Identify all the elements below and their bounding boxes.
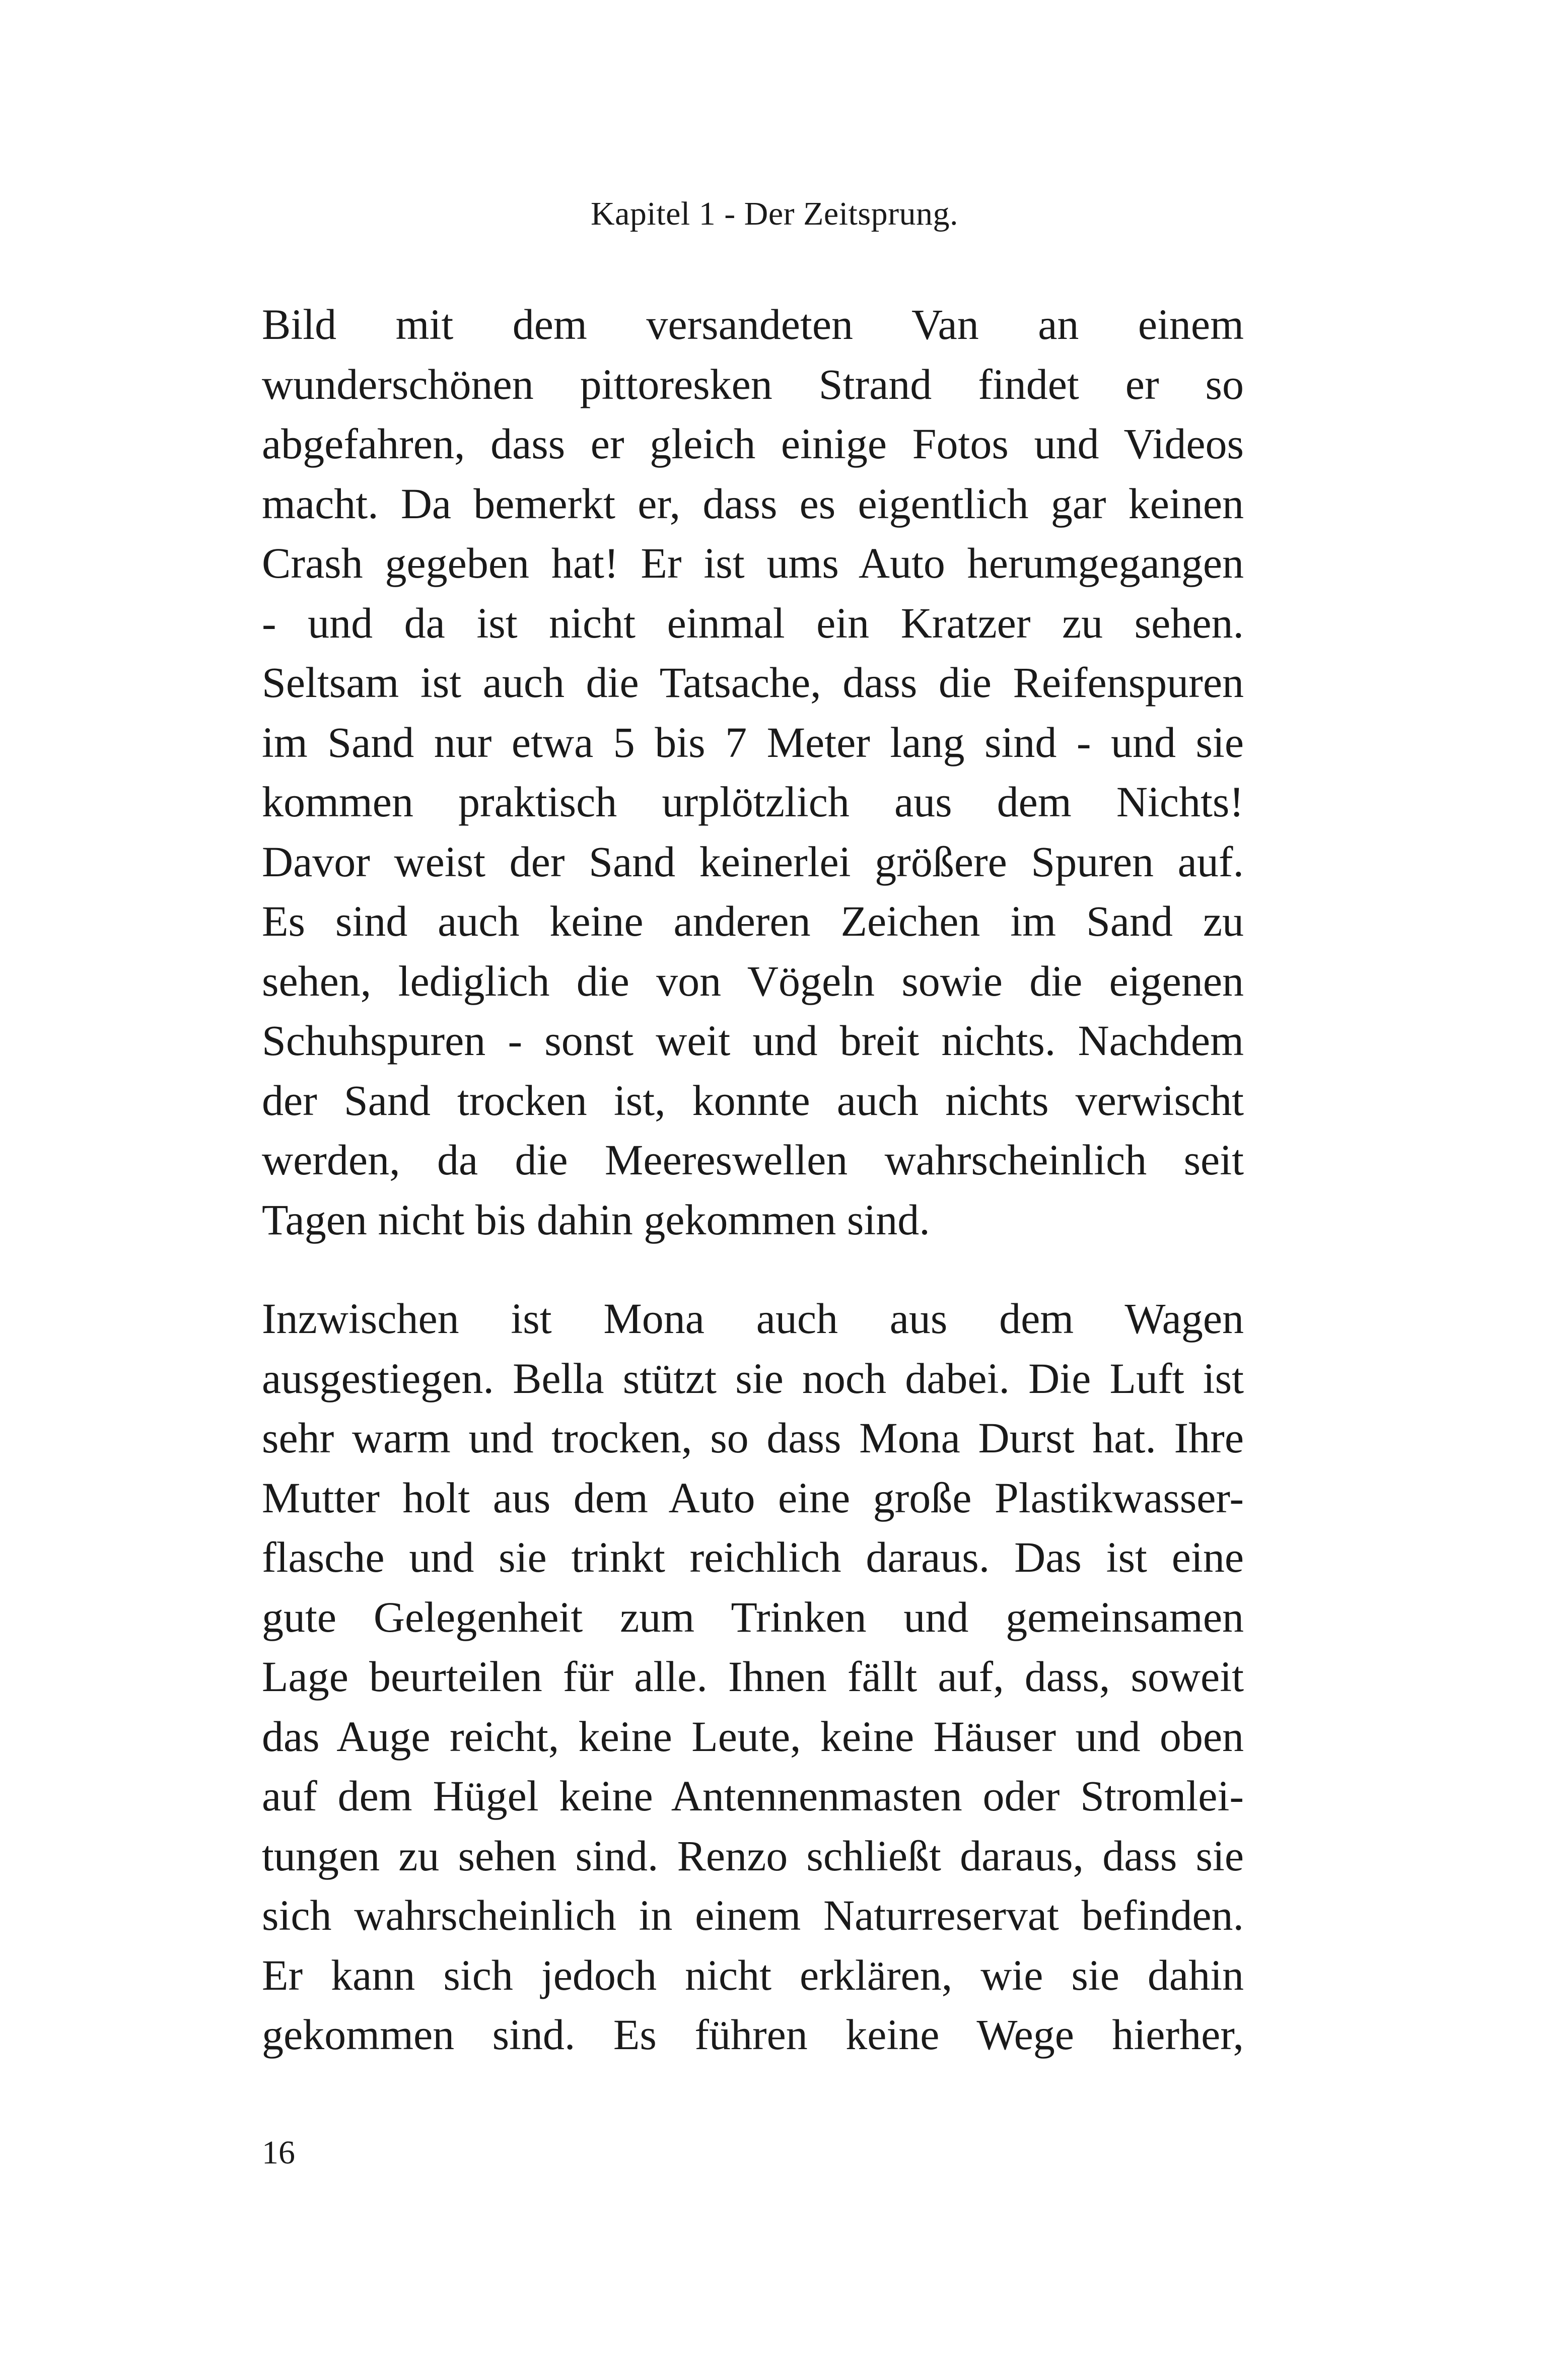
text-line: der Sand trocken ist, konnte auch nichts verwischt xyxy=(262,1076,1244,1125)
text-line: flasche und sie trinkt reichlich daraus. Das ist eine xyxy=(262,1533,1244,1581)
text-line: gekommen sind. Es führen keine Wege hierher, xyxy=(262,2010,1244,2059)
text-line: Mutter holt aus dem Auto eine große Plastikwasser- xyxy=(262,1473,1244,1522)
text-line: macht. Da bemerkt er, dass es eigentlich gar keinen xyxy=(262,479,1244,528)
text-line: gute Gelegenheit zum Trinken und gemeinsamen xyxy=(262,1592,1244,1641)
paragraph-1 xyxy=(262,295,1244,1249)
page-number: 16 xyxy=(262,2134,295,2171)
text-line: das Auge reicht, keine Leute, keine Häuser und oben xyxy=(262,1712,1244,1761)
text-line: Davor weist der Sand keinerlei größere Spuren auf. xyxy=(262,837,1244,886)
text-line: sehen, lediglich die von Vögeln sowie die eigenen xyxy=(262,956,1244,1005)
text-line: Er kann sich jedoch nicht erklären, wie sie dahin xyxy=(262,1950,1244,1999)
text-line: wunderschönen pittoresken Strand findet er so xyxy=(262,360,1244,408)
text-line: tungen zu sehen sind. Renzo schließt daraus, dass sie xyxy=(262,1831,1244,1880)
chapter-header: Kapitel 1 - Der Zeitsprung. xyxy=(590,195,959,232)
text-line: im Sand nur etwa 5 bis 7 Meter lang sind - und sie xyxy=(262,718,1244,766)
text-line: Inzwischen ist Mona auch aus dem Wagen xyxy=(262,1294,1244,1343)
body-text xyxy=(262,295,1244,2065)
paragraph-spacer xyxy=(262,1249,1244,1289)
text-line: - und da ist nicht einmal ein Kratzer zu sehen. xyxy=(262,598,1244,647)
text-line: ausgestiegen. Bella stützt sie noch dabei. Die Luft ist xyxy=(262,1354,1244,1403)
text-line: werden, da die Meereswellen wahrscheinlich seit xyxy=(262,1136,1244,1184)
text-line: Seltsam ist auch die Tatsache, dass die Reifenspuren xyxy=(262,658,1244,707)
text-line: abgefahren, dass er gleich einige Fotos und Videos xyxy=(262,419,1244,468)
text-line: Es sind auch keine anderen Zeichen im Sand zu xyxy=(262,897,1244,945)
text-line: auf dem Hügel keine Antennenmasten oder Stromlei- xyxy=(262,1772,1244,1820)
text-line: kommen praktisch urplötzlich aus dem Nichts! xyxy=(262,778,1244,826)
text-line: Lage beurteilen für alle. Ihnen fällt auf, dass, soweit xyxy=(262,1652,1244,1701)
text-line: sehr warm und trocken, so dass Mona Durst hat. Ihre xyxy=(262,1414,1244,1462)
text-line: Schuhspuren - sonst weit und breit nichts. Nachdem xyxy=(262,1016,1244,1065)
text-line: Bild mit dem versandeten Van an einem xyxy=(262,300,1244,348)
text-line: Tagen nicht bis dahin gekommen sind. xyxy=(262,1195,930,1244)
text-line: Crash gegeben hat! Er ist ums Auto herumgegangen xyxy=(262,539,1244,587)
paragraph-2 xyxy=(262,1289,1244,2065)
text-line: sich wahrscheinlich in einem Naturreservat befinden. xyxy=(262,1891,1244,1939)
